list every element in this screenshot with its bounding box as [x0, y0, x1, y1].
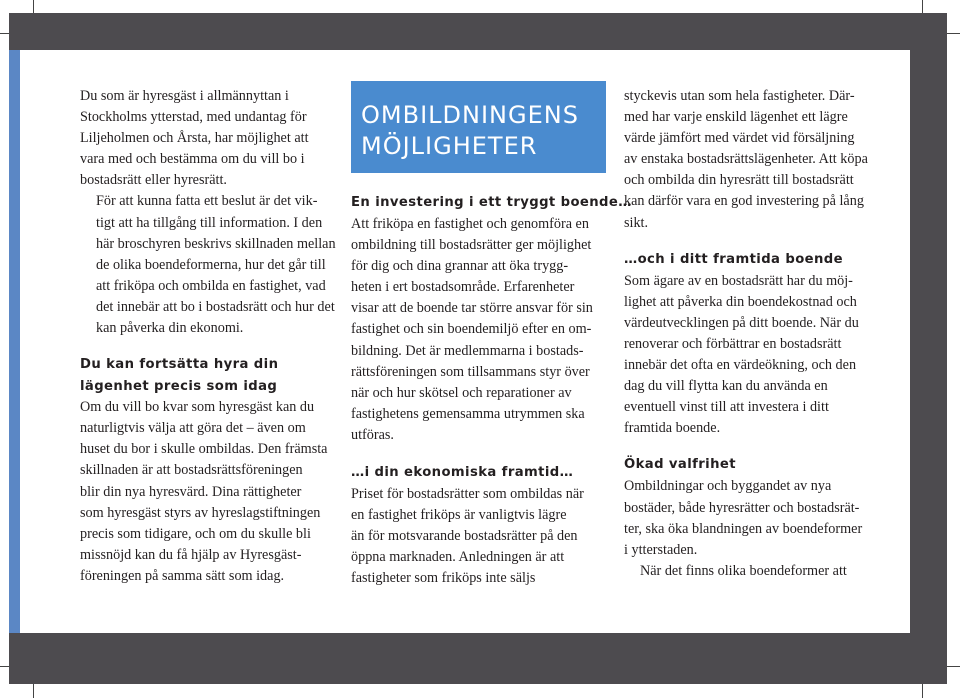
text-line: Att friköpa en fastighet och genomföra en: [351, 216, 589, 232]
column-right: [624, 86, 894, 582]
ownership-paragraph: [624, 271, 894, 440]
text-line: och ombilda din hyresrätt till bostadsrätt: [624, 172, 854, 189]
text-line: rättsföreningen som tillsammans styr över: [351, 363, 590, 380]
renting-paragraph: [80, 397, 340, 587]
text-line: Som ägare av en bostadsrätt har du möj-: [624, 272, 853, 289]
text-line: utföras.: [351, 426, 394, 443]
text-line: heten i ert bostadsområde. Erfarenheter: [351, 279, 575, 296]
text-line: Du kan fortsätta hyra din: [80, 357, 279, 373]
continuation-paragraph: [624, 561, 894, 582]
economy-paragraph: [351, 484, 611, 589]
text-line: huset du bor i skulle ombildas. Den främsta: [80, 441, 328, 458]
text-line: missnöjd kan du få hjälp av Hyresgäst-: [80, 546, 302, 563]
text-line: en fastighet friköps är vanligtvis lägre: [351, 507, 567, 524]
text-line: Om du vill bo kvar som hyresgäst kan du: [80, 399, 315, 416]
text-line: vara med och bestämma om du vill bo i: [80, 151, 305, 168]
text-line: sikt.: [624, 214, 649, 231]
text-line: naturligtvis välja att göra det – även om: [80, 420, 306, 437]
text-line: fastighet och sin boendemiljö efter en om-: [351, 321, 592, 338]
choice-paragraph: [624, 476, 894, 560]
text-line: Liljeholmen och Årsta, har möjlighet att: [80, 130, 309, 147]
section-heading-freedom-of-choice: Ökad valfrihet: [624, 457, 736, 473]
value-paragraph: [624, 86, 894, 234]
section-heading-continue-renting: [80, 354, 340, 397]
text-line: renoverar och förbättrar en bostadsrätt: [624, 335, 842, 352]
text-line: När det finns olika boendeformer att: [640, 562, 847, 579]
text-line: framtida boende.: [624, 420, 721, 437]
text-line: av enstaka bostadsrättslägenheter. Att köpa: [624, 151, 868, 168]
text-line: fastighetens gemensamma utrymmen ska: [351, 405, 585, 422]
blue-edge-strip: [9, 50, 20, 633]
title-line-1: OMBILDNINGENS: [361, 101, 579, 129]
intro-paragraph: [80, 86, 340, 191]
text-line: bildning. Det är medlemmarna i bostads-: [351, 342, 584, 359]
text-line: värde jämfört med värdet vid försäljning: [624, 130, 855, 147]
text-line: För att kunna fatta ett beslut är det vik-: [96, 193, 318, 210]
section-heading-economic-future: …i din ekonomiska framtid…: [351, 465, 574, 481]
text-line: ombildning till bostadsrätter ger möjlighet: [351, 237, 592, 254]
text-line: fastigheter som friköps inte säljs: [351, 570, 536, 587]
text-line: öppna marknaden. Anledningen är att: [351, 549, 565, 566]
text-line: här broschyren beskrivs skillnaden mellan: [96, 235, 336, 252]
text-line: skillnaden är att bostadsrättsföreningen: [80, 462, 303, 479]
text-line: bostadsrätt eller hyresrätt.: [80, 172, 227, 189]
brochure-page: [20, 50, 910, 633]
text-line: det innebär att bo i bostadsrätt och hur det: [96, 298, 335, 315]
text-line: ter, ska öka blandningen av boendeformer: [624, 520, 863, 537]
text-line: de olika boendeformerna, hur det går till: [96, 256, 326, 273]
text-line: tigt att ha tillgång till information. I den: [96, 214, 323, 231]
text-line: Ombildningar och byggandet av nya: [624, 478, 832, 495]
text-line: dag du vill flytta kan du använda en: [624, 378, 828, 395]
text-line: visar att de boende tar större ansvar för sin: [351, 300, 593, 317]
text-line: bostäder, både hyresrätter och bostadsrät-: [624, 499, 860, 516]
text-line: i ytterstaden.: [624, 541, 698, 558]
title-box: [351, 81, 606, 173]
title-line-2: MÖJLIGHETER: [361, 132, 538, 160]
text-line: Du som är hyresgäst i allmännyttan i: [80, 88, 289, 104]
text-line: precis som tidigare, och om du skulle bli: [80, 525, 311, 542]
text-line: än för motsvarande bostadsrätter på den: [351, 528, 578, 545]
text-line: blir din nya hyresvärd. Dina rättigheter: [80, 483, 302, 500]
text-line: värdeutvecklingen på ditt boende. När du: [624, 314, 859, 331]
text-line: innebär det ofta en värdeökning, och den: [624, 357, 857, 374]
text-line: för dig och dina grannar att öka trygg-: [351, 258, 569, 275]
text-line: Priset för bostadsrätter som ombildas när: [351, 486, 584, 503]
text-line: att friköpa och ombilda en fastighet, vad: [96, 277, 326, 294]
text-line: med har varje enskild lägenhet ett lägre: [624, 109, 848, 126]
section-heading-investment: En investering i ett tryggt boende…: [351, 195, 632, 210]
column-left: [80, 86, 340, 587]
text-line: Stockholms ytterstad, med undantag för: [80, 109, 307, 126]
section-heading-future-home: …och i ditt framtida boende: [624, 251, 843, 267]
text-line: lighet att påverka din boendekostnad och: [624, 293, 857, 310]
text-line: lägenhet precis som idag: [80, 378, 278, 394]
text-line: föreningen på samma sätt som idag.: [80, 567, 285, 584]
text-line: kan påverka din ekonomi.: [96, 320, 244, 337]
text-line: när och hur skötsel och reparationer av: [351, 384, 572, 401]
info-paragraph: [80, 191, 340, 339]
text-line: eventuell vinst till att investera i ditt: [624, 399, 829, 416]
investment-paragraph: [351, 214, 611, 446]
text-line: som hyresgäst styrs av hyreslagstiftningen: [80, 504, 321, 521]
column-middle: [351, 192, 632, 590]
text-line: styckevis utan som hela fastigheter. Där-: [624, 88, 855, 104]
text-line: kan därför vara en god investering på lång: [624, 193, 864, 210]
